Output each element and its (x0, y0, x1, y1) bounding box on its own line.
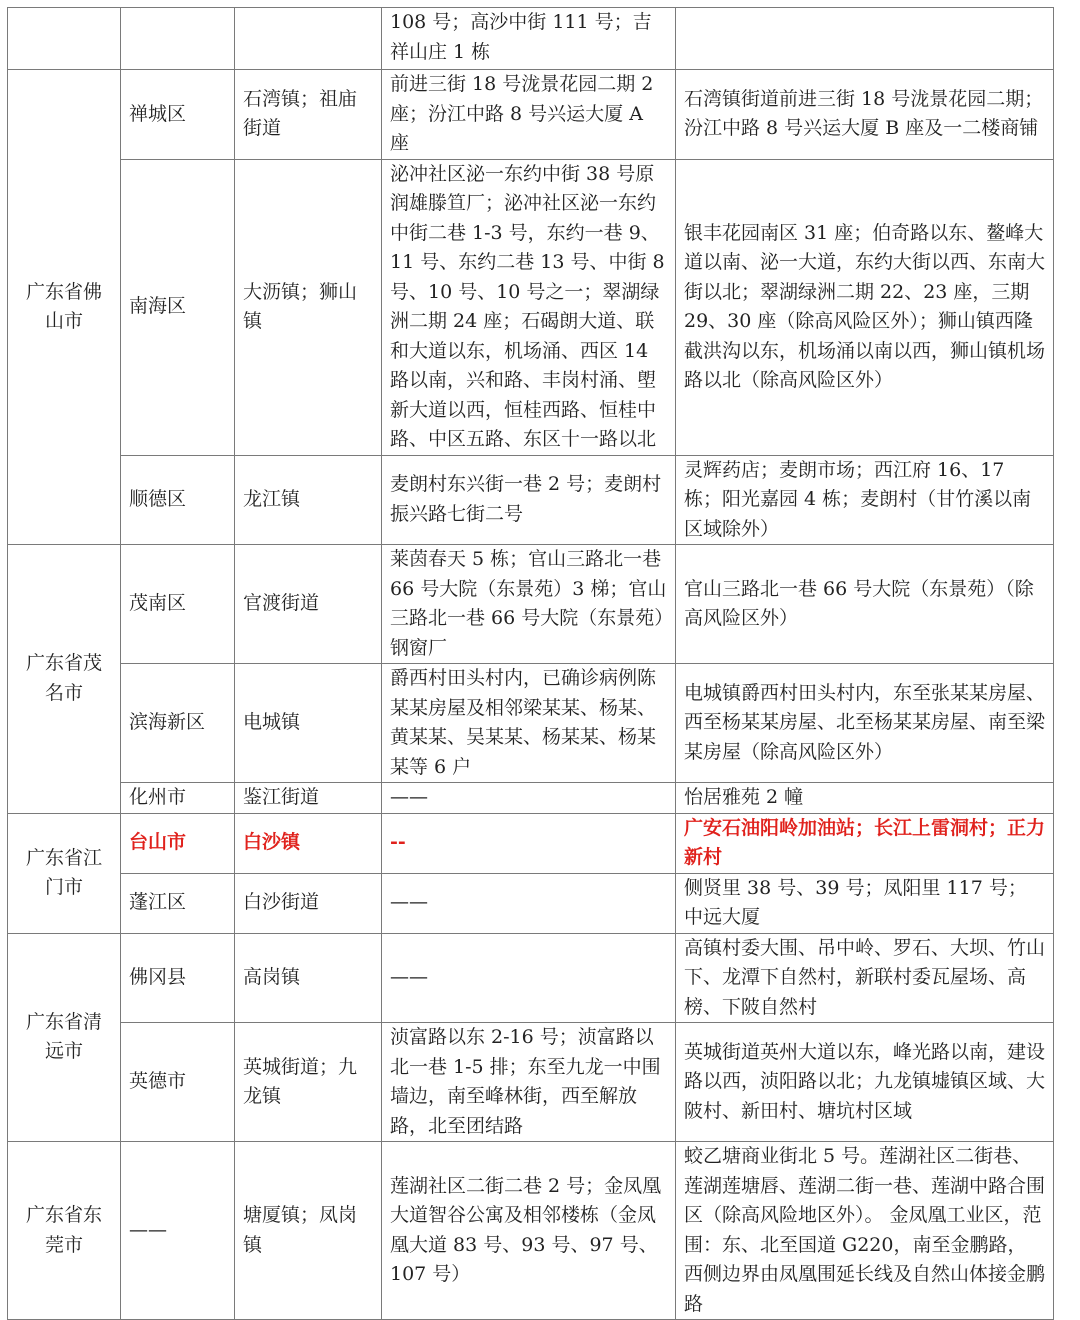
street-cell: 白沙镇 (235, 813, 382, 873)
street-cell (235, 8, 382, 70)
table-row (8, 783, 1054, 814)
street-cell: 英城街道；九龙镇 (235, 1023, 382, 1142)
district-cell: 南海区 (121, 159, 235, 455)
risk-area-cell: —— (382, 873, 676, 933)
risk-area-cell: 浈富路以东 2-16 号；浈富路以北一巷 1-5 排；东至九龙一中围墙边，南至峰林街，西至解放路，北至团结路 (382, 1023, 676, 1142)
control-area-cell: 电城镇爵西村田头村内，东至张某某房屋、西至杨某某房屋、北至杨某某房屋、南至梁某房屋（除高风险区外） (676, 664, 1054, 783)
risk-area-cell: 爵西村田头村内，已确诊病例陈某某房屋及相邻梁某某、杨某、黄某某、吴某某、杨某某、杨某某等 6 户 (382, 664, 676, 783)
province-cell: 广东省江门市 (8, 813, 121, 933)
district-cell: 茂南区 (121, 545, 235, 664)
district-cell: 化州市 (121, 783, 235, 814)
table-row (8, 813, 1054, 873)
street-cell: 高岗镇 (235, 933, 382, 1023)
control-area-cell: 官山三路北一巷 66 号大院（东景苑）（除高风险区外） (676, 545, 1054, 664)
street-cell: 塘厦镇；凤岗镇 (235, 1142, 382, 1320)
control-area-cell: 侧贤里 38 号、39 号；凤阳里 117 号；中远大厦 (676, 873, 1054, 933)
province-cell (8, 8, 121, 70)
district-cell: 顺德区 (121, 455, 235, 545)
table-row (8, 664, 1054, 783)
street-cell: 石湾镇；祖庙街道 (235, 70, 382, 160)
district-cell: —— (121, 1142, 235, 1320)
street-cell: 鉴江街道 (235, 783, 382, 814)
street-cell: 电城镇 (235, 664, 382, 783)
risk-area-table (7, 7, 1054, 1320)
district-cell: 佛冈县 (121, 933, 235, 1023)
table-row (8, 1142, 1054, 1320)
district-cell: 蓬江区 (121, 873, 235, 933)
district-cell: 台山市 (121, 813, 235, 873)
street-cell: 官渡街道 (235, 545, 382, 664)
table-row (8, 8, 1054, 70)
street-cell: 白沙街道 (235, 873, 382, 933)
district-cell: 滨海新区 (121, 664, 235, 783)
table-row (8, 1023, 1054, 1142)
table-row (8, 873, 1054, 933)
table-row (8, 933, 1054, 1023)
district-cell: 英德市 (121, 1023, 235, 1142)
district-cell (121, 8, 235, 70)
table-row (8, 159, 1054, 455)
control-area-cell: 怡居雅苑 2 幢 (676, 783, 1054, 814)
street-cell: 龙江镇 (235, 455, 382, 545)
street-cell: 大沥镇；狮山镇 (235, 159, 382, 455)
control-area-cell: 银丰花园南区 31 座；伯奇路以东、鳌峰大道以南、泌一大道，东约大街以西、东南大街以北；翠湖绿洲二期 22、23 座，三期 29、30 座（除高风险区外）；狮山镇西隆截洪沟以东，机场涌以南以西，狮山镇机场路以北（除高风险区外） (676, 159, 1054, 455)
control-area-cell: 蛟乙塘商业街北 5 号。莲湖社区二街巷、莲湖莲塘唇、莲湖二街一巷、莲湖中路合围区（除高风险地区外）。 金凤凰工业区，范围：东、北至国道 G220，南至金鹏路，西侧边界由凤凰围延长线及自然山体接金鹏路 (676, 1142, 1054, 1320)
table-row (8, 70, 1054, 160)
control-area-cell: 灵辉药店；麦朗市场；西江府 16、17 栋；阳光嘉园 4 栋；麦朗村（甘竹溪以南区域除外） (676, 455, 1054, 545)
table-row (8, 545, 1054, 664)
province-cell: 广东省清远市 (8, 933, 121, 1142)
control-area-cell (676, 8, 1054, 70)
control-area-cell: 石湾镇街道前进三街 18 号泷景花园二期；汾江中路 8 号兴运大厦 B 座及一二楼商铺 (676, 70, 1054, 160)
risk-area-cell: 莲湖社区二街二巷 2 号；金凤凰大道智谷公寓及相邻楼栋（金凤凰大道 83 号、93 号、97 号、107 号） (382, 1142, 676, 1320)
control-area-cell: 英城街道英州大道以东，峰光路以南，建设路以西，浈阳路以北；九龙镇墟镇区域、大陂村、新田村、塘坑村区域 (676, 1023, 1054, 1142)
risk-area-cell: 泌冲社区泌一东约中街 38 号原润雄滕笪厂；泌冲社区泌一东约中街二巷 1-3 号，东约一巷 9、11 号、东约二巷 13 号、中街 8 号、10 号、10 号之一；翠湖绿洲二期 24 座；石碣朗大道、联和大道以东，机场涌、西区 14 路以南，兴和路、丰岗村涌、塱新大道以西，恒桂西路、恒桂中路、中区五路、东区十一路以北 (382, 159, 676, 455)
risk-area-cell: —— (382, 933, 676, 1023)
control-area-cell: 高镇村委大围、吊中岭、罗石、大坝、竹山下、龙潭下自然村，新联村委瓦屋场、高榜、下陂自然村 (676, 933, 1054, 1023)
risk-area-cell: 108 号；高沙中街 111 号；吉祥山庄 1 栋 (382, 8, 676, 70)
risk-area-cell: 莱茵春天 5 栋；官山三路北一巷 66 号大院（东景苑）3 梯；官山三路北一巷 66 号大院（东景苑）钢窗厂 (382, 545, 676, 664)
province-cell: 广东省东莞市 (8, 1142, 121, 1320)
risk-area-cell: 前进三街 18 号泷景花园二期 2 座；汾江中路 8 号兴运大厦 A 座 (382, 70, 676, 160)
risk-area-cell: 麦朗村东兴街一巷 2 号；麦朗村振兴路七街二号 (382, 455, 676, 545)
risk-area-cell: —— (382, 783, 676, 814)
province-cell: 广东省茂名市 (8, 545, 121, 814)
table-row (8, 455, 1054, 545)
province-cell: 广东省佛山市 (8, 70, 121, 545)
control-area-cell: 广安石油阳岭加油站；长江上雷洞村；正力新村 (676, 813, 1054, 873)
district-cell: 禅城区 (121, 70, 235, 160)
risk-area-cell: -- (382, 813, 676, 873)
